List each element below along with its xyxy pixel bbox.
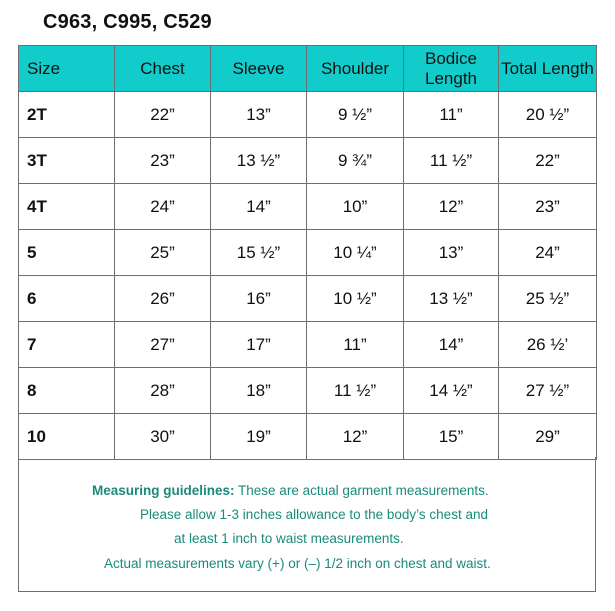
- bodice-length-cell: 13”: [404, 230, 499, 276]
- total-length-cell: 27 ½”: [499, 368, 597, 414]
- guidelines-line-2: Please allow 1-3 inches allowance to the body’s chest and: [140, 507, 488, 522]
- header-bodice-length: Bodice Length: [404, 46, 499, 92]
- page-title: C963, C995, C529: [43, 11, 212, 33]
- chest-cell: 28”: [115, 368, 211, 414]
- guidelines-heading: Measuring guidelines:: [92, 483, 235, 498]
- chest-cell: 22”: [115, 92, 211, 138]
- shoulder-cell: 12”: [307, 414, 404, 460]
- sleeve-cell: 19”: [211, 414, 307, 460]
- sleeve-cell: 14”: [211, 184, 307, 230]
- sleeve-cell: 15 ½”: [211, 230, 307, 276]
- chest-cell: 27”: [115, 322, 211, 368]
- chest-cell: 24”: [115, 184, 211, 230]
- header-chest: Chest: [115, 46, 211, 92]
- bodice-length-cell: 14”: [404, 322, 499, 368]
- shoulder-cell: 10”: [307, 184, 404, 230]
- total-length-cell: 20 ½”: [499, 92, 597, 138]
- shoulder-cell: 10 ¼”: [307, 230, 404, 276]
- total-length-cell: 22”: [499, 138, 597, 184]
- sleeve-cell: 16”: [211, 276, 307, 322]
- total-length-cell: 24”: [499, 230, 597, 276]
- table-row: [19, 368, 597, 414]
- total-length-cell: 25 ½”: [499, 276, 597, 322]
- bodice-length-cell: 15”: [404, 414, 499, 460]
- size-cell: 5: [19, 230, 115, 276]
- shoulder-cell: 9 ¾”: [307, 138, 404, 184]
- size-cell: 2T: [19, 92, 115, 138]
- size-cell: 10: [19, 414, 115, 460]
- size-cell: 6: [19, 276, 115, 322]
- table-row: [19, 414, 597, 460]
- header-total-length: Total Length: [499, 46, 597, 92]
- shoulder-cell: 9 ½”: [307, 92, 404, 138]
- total-length-cell: 23”: [499, 184, 597, 230]
- size-chart-table: [18, 45, 597, 460]
- table-row: [19, 138, 597, 184]
- sleeve-cell: 17”: [211, 322, 307, 368]
- total-length-cell: 26 ½’: [499, 322, 597, 368]
- table-row: [19, 322, 597, 368]
- guidelines-text-1: These are actual garment measurements.: [234, 483, 489, 498]
- header-shoulder: Shoulder: [307, 46, 404, 92]
- table-row: [19, 92, 597, 138]
- table-row: [19, 184, 597, 230]
- shoulder-cell: 10 ½”: [307, 276, 404, 322]
- bodice-length-cell: 14 ½”: [404, 368, 499, 414]
- table-row: [19, 276, 597, 322]
- chest-cell: 26”: [115, 276, 211, 322]
- guidelines-line-3: at least 1 inch to waist measurements.: [174, 531, 404, 546]
- bodice-length-cell: 11 ½”: [404, 138, 499, 184]
- shoulder-cell: 11 ½”: [307, 368, 404, 414]
- total-length-cell: 29”: [499, 414, 597, 460]
- sleeve-cell: 18”: [211, 368, 307, 414]
- table-row: [19, 230, 597, 276]
- sleeve-cell: 13”: [211, 92, 307, 138]
- guidelines-line-1: [92, 483, 489, 498]
- table-header-row: [19, 46, 597, 92]
- shoulder-cell: 11”: [307, 322, 404, 368]
- bodice-length-cell: 11”: [404, 92, 499, 138]
- size-cell: 4T: [19, 184, 115, 230]
- chest-cell: 23”: [115, 138, 211, 184]
- size-cell: 3T: [19, 138, 115, 184]
- size-cell: 8: [19, 368, 115, 414]
- sleeve-cell: 13 ½”: [211, 138, 307, 184]
- header-sleeve: Sleeve: [211, 46, 307, 92]
- chest-cell: 30”: [115, 414, 211, 460]
- header-size: Size: [19, 46, 115, 92]
- size-cell: 7: [19, 322, 115, 368]
- bodice-length-cell: 12”: [404, 184, 499, 230]
- measuring-guidelines-box: [18, 457, 596, 592]
- bodice-length-cell: 13 ½”: [404, 276, 499, 322]
- chest-cell: 25”: [115, 230, 211, 276]
- guidelines-line-4: Actual measurements vary (+) or (–) 1/2 inch on chest and waist.: [104, 556, 491, 571]
